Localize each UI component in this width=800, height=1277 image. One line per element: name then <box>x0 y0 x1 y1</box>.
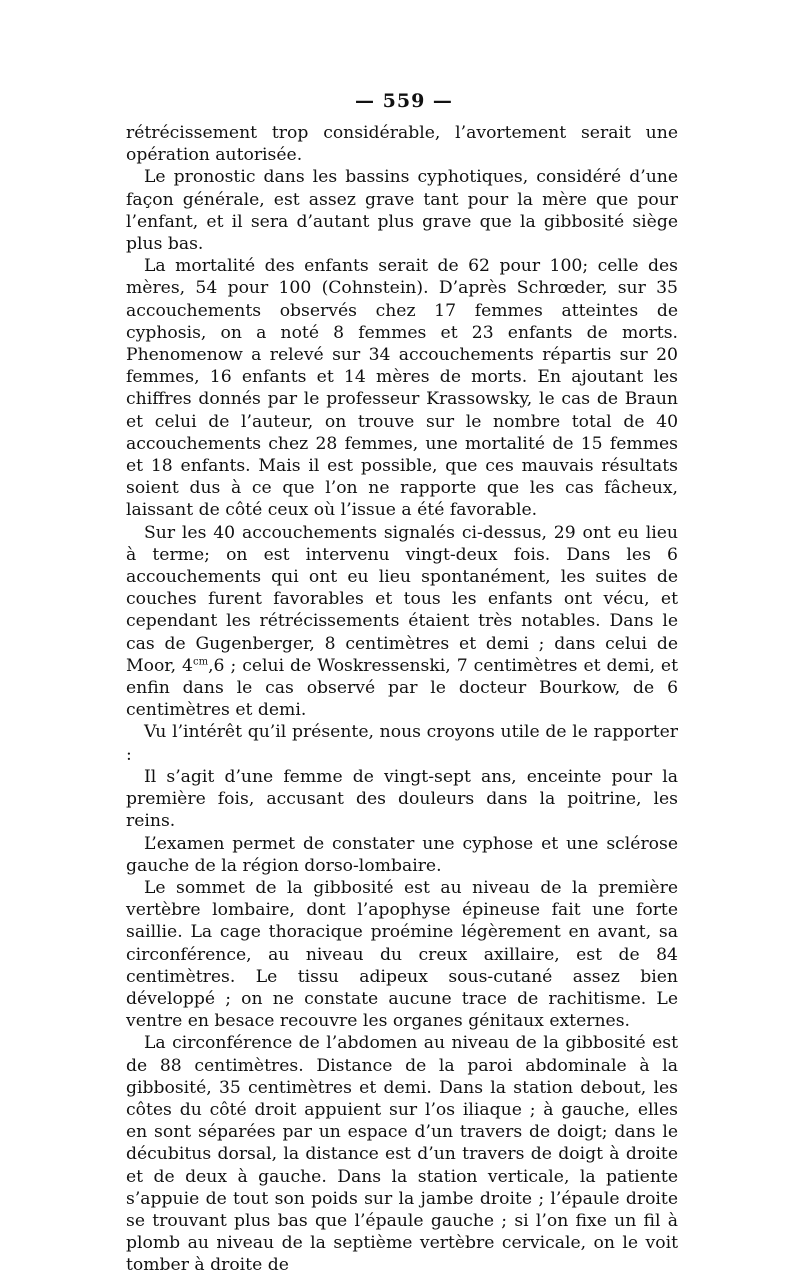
paragraph-text: ,6 ; celui de Woskressenski, 7 centimètres et demi, et enfin dans le cas observé par le docteur Bourkow, de 6 centimètres et demi. <box>126 655 678 721</box>
paragraph: rétrécissement trop considérable, l’avortement serait une opération autorisée. <box>126 123 678 166</box>
paragraph-text: Sur les 40 accouchements signalés ci-dessus, 29 ont eu lieu à terme; on est intervenu vingt-deux fois. Dans les 6 accouchements qui ont eu lieu spontanément, les suites de couches furent favorables et tous les enfants ont vécu, et cependant les rétrécissements étaient très notables. Dans le cas de Gugenberger, 8 centimètres et demi ; dans celui de Moor, 4 <box>126 522 678 676</box>
paragraph: Il s’agit d’une femme de vingt-sept ans, enceinte pour la première fois, accusant des douleurs dans la poitrine, les reins. <box>126 766 678 832</box>
paragraph: La mortalité des enfants serait de 62 pour 100; celle des mères, 54 pour 100 (Cohnstein). D’après Schrœder, sur 35 accouchements observés chez 17 femmes atteintes de cyphosis, on a noté 8 femmes et 23 enfants de morts. Phenomenow a relevé sur 34 accouchements répartis sur 20 femmes, 16 enfants et 14 mères de morts. En ajoutant les chiffres donnés par le professeur Krassowsky, le cas de Braun et celui de l’auteur, on trouve sur le nombre total de 40 accouchements chez 28 femmes, une mortalité de 15 femmes et 18 enfants. Mais il est possible, que ces mauvais résultats soient dus à ce que l’on ne rapporte que les cas fâcheux, laissant de côté ceux où l’issue a été favorable. <box>126 256 678 521</box>
page-number: — 559 — <box>355 90 453 112</box>
paragraph: Le sommet de la gibbosité est au niveau de la première vertèbre lombaire, dont l’apophyse épineuse fait une forte saillie. La cage thoracique proémine légèrement en avant, sa circonférence, au niveau du creux axillaire, est de 84 centimètres. Le tissu adipeux sous-cutané assez bien développé ; on ne constate aucune trace de rachitisme. Le ventre en besace recouvre les organes génitaux externes. <box>126 877 678 1032</box>
paragraph: Vu l’intérêt qu’il présente, nous croyons utile de le rapporter : <box>126 722 678 765</box>
paragraph: Le pronostic dans les bassins cyphotiques, considéré d’une façon générale, est assez grave tant pour la mère que pour l’enfant, et il sera d’autant plus grave que la gibbosité siège plus bas. <box>126 167 678 255</box>
paragraph: L’examen permet de constater une cyphose et une sclérose gauche de la région dorso-lombaire. <box>126 833 678 876</box>
body-text <box>126 122 678 1277</box>
unit-superscript: cm <box>193 656 209 668</box>
paragraph <box>126 522 678 722</box>
paragraph: La circonférence de l’abdomen au niveau de la gibbosité est de 88 centimètres. Distance de la paroi abdominale à la gibbosité, 35 centimètres et demi. Dans la station debout, les côtes du côté droit appuient sur l’os iliaque ; à gauche, elles en sont séparées par un espace d’un travers de doigt; dans le décubitus dorsal, la distance est d’un travers de doigt à droite et de deux à gauche. Dans la station verticale, la patiente s’appuie de tout son poids sur la jambe droite ; l’épaule droite se trouvant plus bas que l’épaule gauche ; si l’on fixe un fil à plomb au niveau de la septième vertèbre cervicale, on le voit tomber à droite de <box>126 1033 678 1276</box>
